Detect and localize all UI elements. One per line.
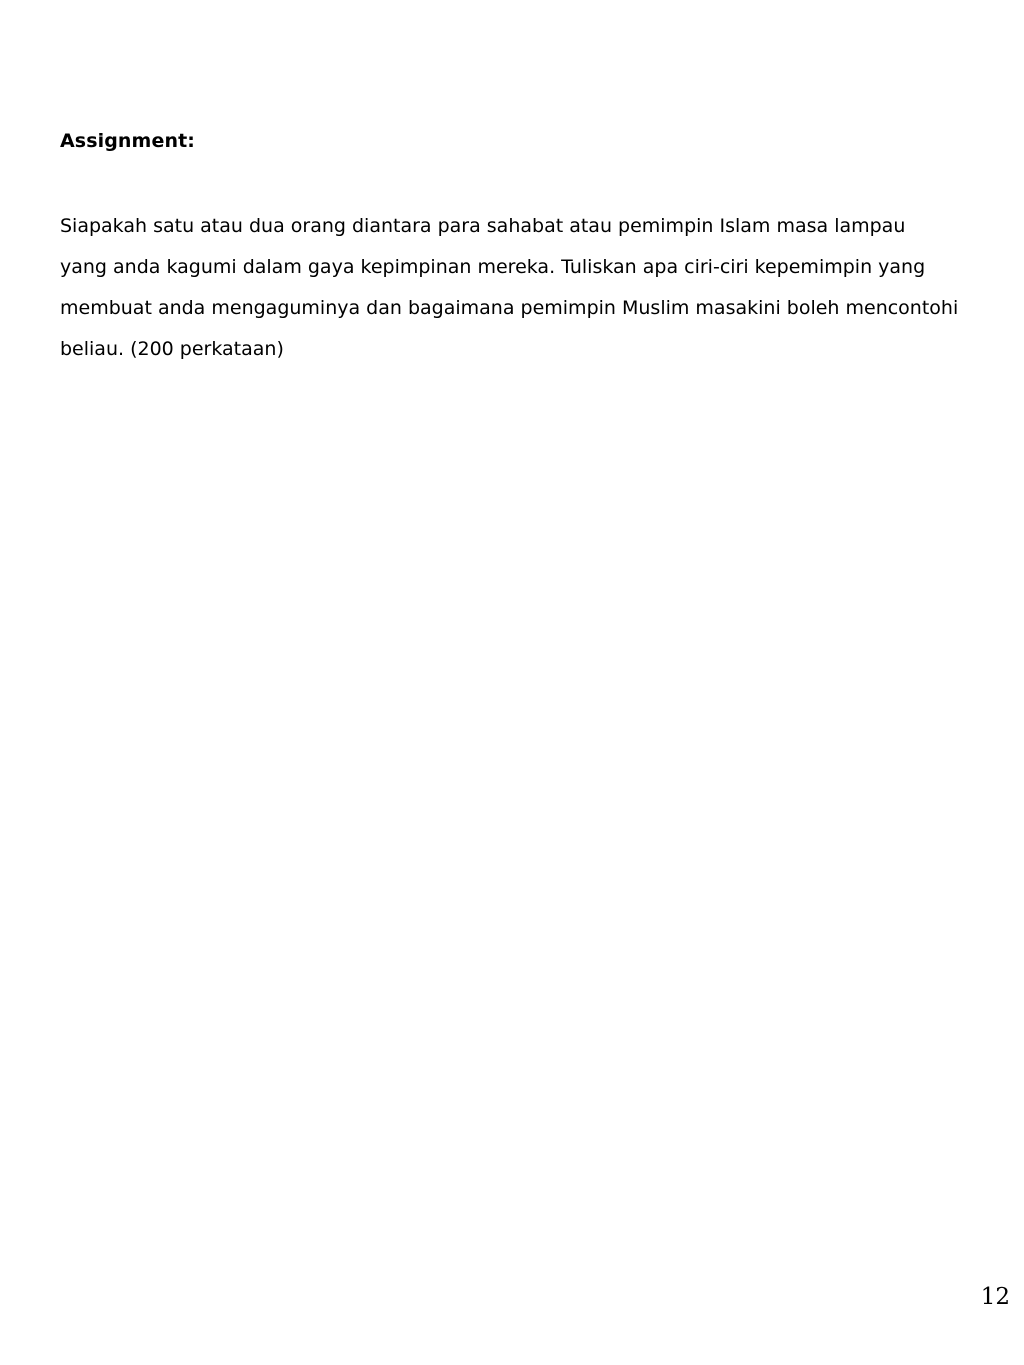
assignment-paragraph bbox=[60, 206, 1010, 370]
paragraph-line: beliau. (200 perkataan) bbox=[60, 338, 284, 360]
paragraph-line: yang anda kagumi dalam gaya kepimpinan mereka. Tuliskan apa ciri-ciri kepemimpin yang bbox=[60, 256, 926, 278]
paragraph-line: Siapakah satu atau dua orang diantara para sahabat atau pemimpin Islam masa lampau bbox=[60, 215, 906, 237]
assignment-heading: Assignment: bbox=[60, 130, 195, 152]
paragraph-line: membuat anda mengaguminya dan bagaimana pemimpin Muslim masakini boleh mencontohi bbox=[60, 297, 959, 319]
page-number: 12 bbox=[980, 1284, 1010, 1310]
